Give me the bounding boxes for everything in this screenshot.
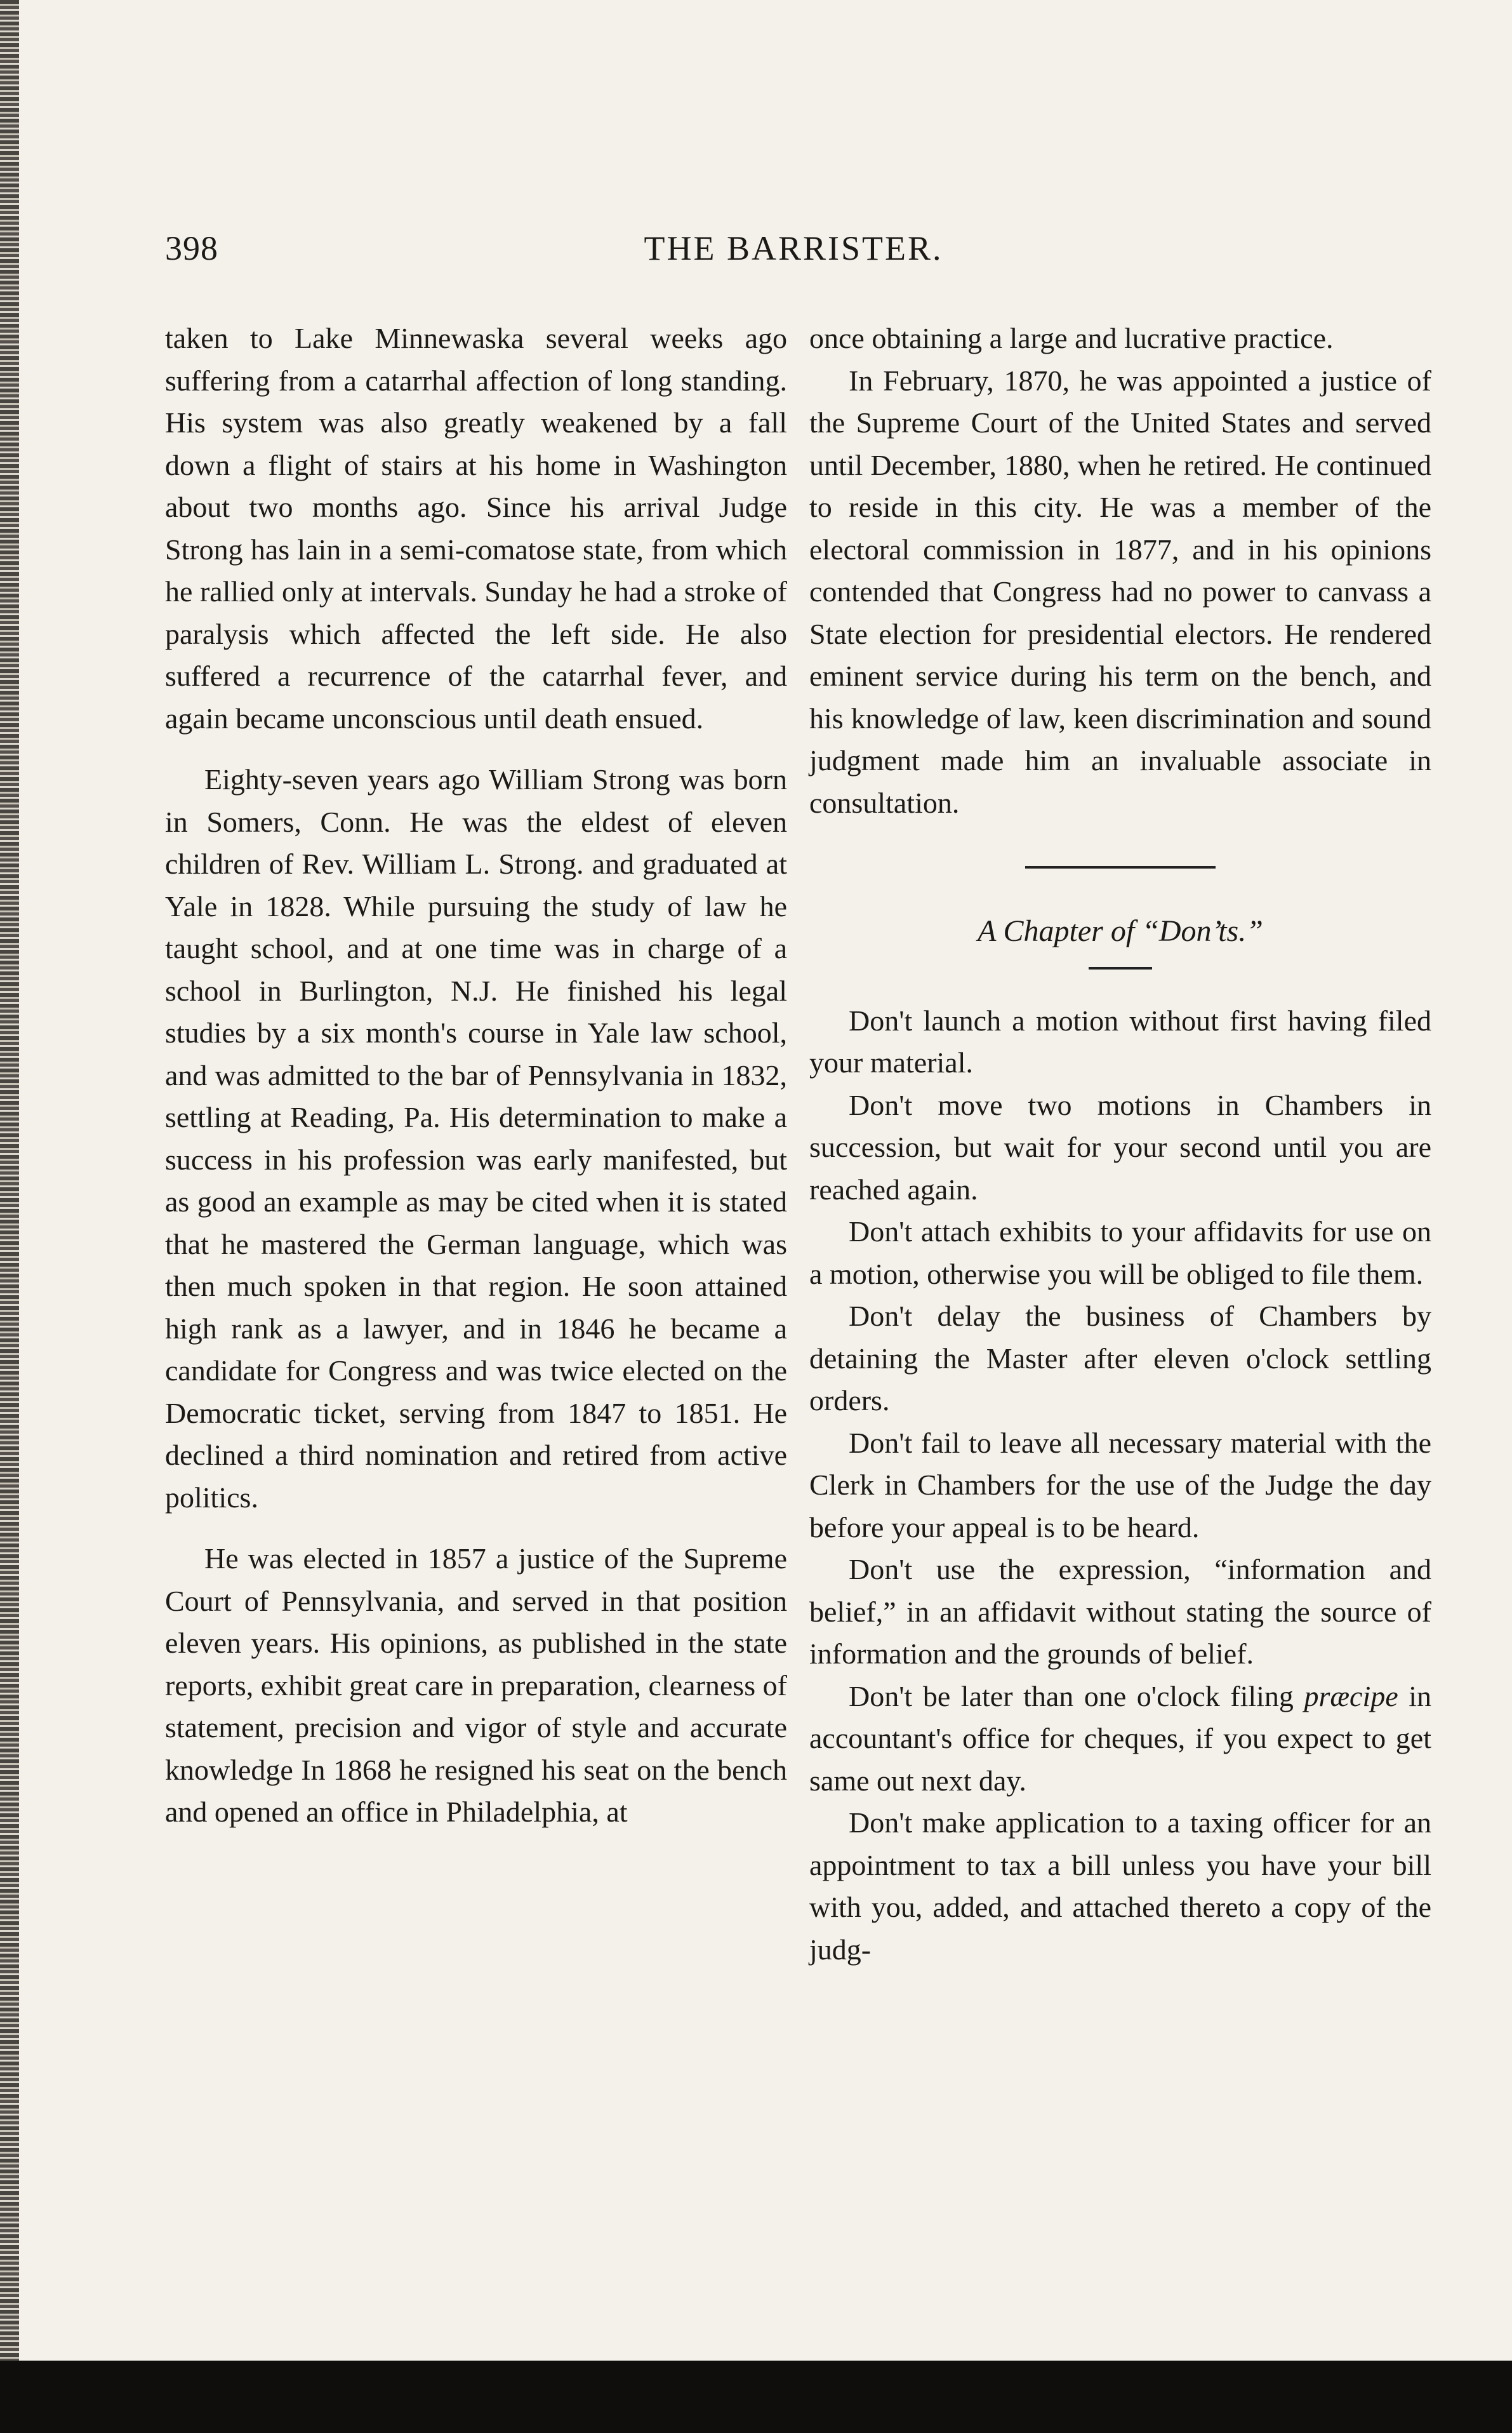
section-title: A Chapter of “Don’ts.” — [978, 914, 1263, 948]
dont-item: Don't launch a motion without first having filed your material. — [809, 1004, 1431, 1079]
right-column — [809, 317, 1431, 1971]
dont-item: Don't delay the business of Chambers by detaining the Master after eleven o'clock settling orders. — [809, 1300, 1431, 1416]
scan-bottom-border — [0, 2361, 1512, 2433]
left-column — [165, 317, 787, 1834]
section-divider — [1025, 866, 1216, 869]
title-underline — [1089, 967, 1152, 970]
dont-item: Don't fail to leave all necessary material with the Clerk in Chambers for the use of the Judge the day before your appeal is to be heard. — [809, 1426, 1431, 1543]
dont-item-praecipe — [809, 1676, 1431, 1803]
dont-text: in accountant's office for cheques, if you expect to get same out next day. — [809, 1679, 1432, 1797]
paragraph-career: He was elected in 1857 a justice of the Supreme Court of Pennsylvania, and served in that position eleven years. His opinions, as published in the state reports, exhibit great care in preparation, clearness of statement, precision and vigor of style and accurate knowledge In 1868 he resigned his seat on the bench and opened an office in Philadelphia, at — [165, 1542, 787, 1828]
page-header — [165, 229, 1422, 279]
running-title: THE BARRISTER. — [644, 229, 943, 267]
dont-item: Don't make application to a taxing officer for an appointment to tax a bill unless you have your bill with you, added, and attached thereto a copy of the judg- — [809, 1806, 1431, 1966]
paragraph-continued: taken to Lake Minnewaska several weeks ago suffering from a catarrhal affection of long standing. His system was also greatly weakened by a fall down a flight of stairs at his home in Washington about two months ago. Since his arrival Judge Strong has lain in a semi-comatose state, from which he rallied only at intervals. Sunday he had a stroke of paralysis which affected the left side. He also suffered a recurrence of the catarrhal fever, and again became unconscious until death ensued. — [165, 322, 787, 735]
dont-text: Don't be later than one o'clock filing — [849, 1679, 1304, 1712]
dont-item: Don't use the expression, “information and belief,” in an affidavit without stating the source of information and the grounds of belief. — [809, 1553, 1431, 1670]
page-number: 398 — [165, 229, 218, 267]
dont-item: Don't attach exhibits to your affidavits for use on a motion, otherwise you will be obliged to file them. — [809, 1215, 1431, 1290]
paragraph-supreme-court: In February, 1870, he was appointed a justice of the Supreme Court of the United States and served until December, 1880, when he retired. He continued to reside in this city. He was a member of the electoral commission in 1877, and in his opinions contended that Congress had no power to canvass a State election for presidential electors. He rendered eminent service during his term on the bench, and his knowledge of law, keen discrimination and sound judgment made him an invaluable associate in consultation. — [809, 364, 1431, 819]
paragraph-continued-right: once obtaining a large and lucrative practice. — [809, 322, 1334, 354]
dont-item: Don't move two motions in Chambers in succession, but wait for your second until you are reached again. — [809, 1088, 1431, 1206]
praecipe-term: præcipe — [1304, 1679, 1398, 1712]
paragraph-biography: Eighty-seven years ago William Strong was born in Somers, Conn. He was the eldest of eleven children of Rev. William L. Strong. and graduated at Yale in 1828. While pursuing the study of law he taught school, and at one time was in charge of a school in Burlington, N.J. He finished his legal studies by a six month's course in Yale law school, and was admitted to the bar of Pennsylvania in 1832, settling at Reading, Pa. His determination to make a success in his profession was early manifested, but as good an example as may be cited when it is stated that he mastered the German language, which was then much spoken in that region. He soon attained high rank as a lawyer, and in 1846 he became a candidate for Congress and was twice elected on the Democratic ticket, serving from 1847 to 1851. He declined a third nomination and retired from active politics. — [165, 763, 787, 1514]
